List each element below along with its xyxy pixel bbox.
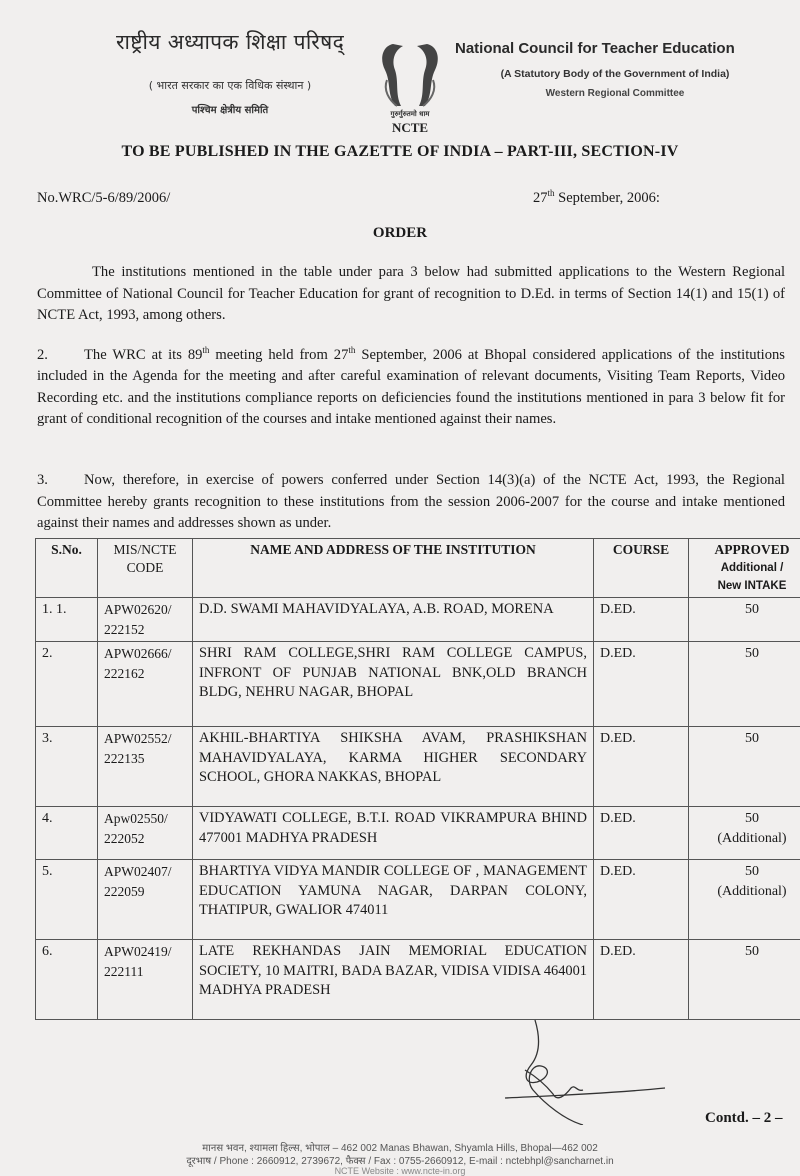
cell-institution: D.D. SWAMI MAHAVIDYALAYA, A.B. ROAD, MORENA (193, 598, 594, 642)
ordinal-suffix: th (202, 345, 209, 355)
code-ncte: 222059 (104, 882, 186, 902)
cell-intake (689, 642, 800, 727)
paragraph-1: The institutions mentioned in the table under para 3 below had submitted applications to the Western Regional Committee of National Council for Teacher Education for grant of recognition to D.Ed. in terms of Section 14(1) and 15(1) of NCTE Act, 1993, among others. (37, 262, 785, 327)
header-approved-label: APPROVED (695, 541, 800, 559)
intake-value: 50 (695, 862, 800, 882)
table-row (36, 598, 800, 642)
english-subtitle: (A Statutory Body of the Government of India) (455, 68, 775, 80)
paragraph-3 (37, 470, 785, 535)
cell-course: D.ED. (594, 642, 689, 727)
paragraph-text: meeting held from 27 (209, 347, 348, 363)
table-row (36, 642, 800, 727)
ordinal-suffix: th (348, 345, 355, 355)
cell-sno: 5. (36, 860, 98, 940)
order-date (533, 188, 660, 207)
date-day: 27 (533, 190, 548, 206)
cell-code (98, 727, 193, 807)
cell-intake (689, 807, 800, 860)
cell-intake (689, 598, 800, 642)
intake-value: 50 (695, 809, 800, 829)
cell-institution: AKHIL-BHARTIYA SHIKSHA AVAM, PRASHIKSHAN MAHAVIDYALAYA, KARMA HIGHER SECONDARY SCHOOL, GHORA NAKKAS, BHOPAL (193, 727, 594, 807)
cell-course: D.ED. (594, 860, 689, 940)
cell-course: D.ED. (594, 727, 689, 807)
intake-value: 50 (695, 644, 800, 664)
table-row (36, 727, 800, 807)
intake-value: 50 (695, 942, 800, 962)
cell-institution: SHRI RAM COLLEGE,SHRI RAM COLLEGE CAMPUS, INFRONT OF PUNJAB NATIONAL BNK,OLD BRANCH BLDG, NEHRU NAGAR, BHOPAL (193, 642, 594, 727)
code-mis: APW02666/ (104, 644, 186, 664)
paragraph-text: September, 2006 at Bhopal considered applications of the institutions included in the Agenda for the meeting and after careful examination of relevant documents, Visiting Team Reports, Video Recording etc. and the institutions compliance reports on deficiencies found the institutions mentioned in para 3 below fit for grant of conditional recognition of the courses and intake mentioned against their names. (37, 347, 785, 428)
date-rest: September, 2006: (555, 190, 660, 206)
cell-intake (689, 727, 800, 807)
cell-intake (689, 940, 800, 1020)
code-ncte: 222162 (104, 664, 186, 684)
intake-note: (Additional) (695, 829, 800, 849)
header-course: COURSE (594, 539, 689, 598)
hindi-subtitle: ( भारत सरकार का एक विधिक संस्थान ) (80, 78, 380, 93)
paragraph-number: 3. (37, 470, 84, 492)
code-ncte: 222135 (104, 749, 186, 769)
code-ncte: 222052 (104, 829, 186, 849)
hindi-committee-name: पश्चिम क्षेत्रीय समिति (80, 102, 380, 116)
header-approved (689, 539, 800, 598)
cell-institution: LATE REKHANDAS JAIN MEMORIAL EDUCATION SOCIETY, 10 MAITRI, BADA BAZAR, VIDISA VIDISA 464001 MADHYA PRADESH (193, 940, 594, 1020)
footer-contact: दूरभाष / Phone : 2660912, 2739672, फैक्स / Fax : 0755-2660912, E-mail : nctebhpl@sancharnet.in (0, 1153, 800, 1167)
code-mis: APW02620/ (104, 600, 186, 620)
paragraph-2 (37, 340, 785, 431)
cell-code (98, 642, 193, 727)
hindi-council-name: राष्ट्रीय अध्यापक शिक्षा परिषद् (80, 28, 380, 56)
cell-code (98, 807, 193, 860)
paragraph-number: 2. (37, 345, 84, 367)
english-committee-name: Western Regional Committee (455, 88, 775, 99)
cell-sno: 4. (36, 807, 98, 860)
ncte-logo (365, 40, 455, 135)
logo-motto: गुरुर्गुरुतमो धाम (365, 110, 455, 119)
cell-intake (689, 860, 800, 940)
cell-sno: 3. (36, 727, 98, 807)
paragraph-text: The WRC at its 89 (84, 347, 202, 363)
code-mis: APW02419/ (104, 942, 186, 962)
hands-emblem-icon (365, 40, 455, 110)
code-ncte: 222152 (104, 620, 186, 640)
code-mis: Apw02550/ (104, 809, 186, 829)
header-name: NAME AND ADDRESS OF THE INSTITUTION (193, 539, 594, 598)
table-row (36, 807, 800, 860)
header-approved-sub2: New INTAKE (695, 577, 800, 595)
reference-number: No.WRC/5-6/89/2006/ (37, 190, 170, 207)
gazette-heading: TO BE PUBLISHED IN THE GAZETTE OF INDIA – PART-III, SECTION-IV (0, 143, 800, 161)
intake-value: 50 (695, 600, 800, 620)
table-row (36, 860, 800, 940)
cell-course: D.ED. (594, 598, 689, 642)
logo-text: NCTE (365, 120, 455, 136)
intake-note: (Additional) (695, 882, 800, 902)
header-sno: S.No. (36, 539, 98, 598)
cell-code (98, 940, 193, 1020)
order-title: ORDER (0, 225, 800, 242)
intake-value: 50 (695, 729, 800, 749)
institutions-table (35, 538, 800, 1020)
cell-code (98, 598, 193, 642)
code-mis: APW02407/ (104, 862, 186, 882)
footer-website: NCTE Website : www.ncte-in.org (0, 1166, 800, 1176)
footer-address: मानस भवन, श्यामला हिल्स, भोपाल – 462 002 Manas Bhawan, Shyamla Hills, Bhopal—462 002 (0, 1140, 800, 1154)
code-ncte: 222111 (104, 962, 186, 982)
cell-course: D.ED. (594, 807, 689, 860)
date-suffix: th (548, 188, 555, 198)
cell-sno: 2. (36, 642, 98, 727)
paragraph-text: Now, therefore, in exercise of powers conferred under Section 14(3)(a) of the NCTE Act, 1993, the Regional Committee hereby grants recognition to these institutions from the session 2006-2007 for the course and intake mentioned against their names and addresses shown as under. (37, 472, 785, 531)
signature-icon (495, 1010, 675, 1125)
cell-sno: 1. 1. (36, 598, 98, 642)
code-mis: APW02552/ (104, 729, 186, 749)
header-approved-sub1: Additional / (695, 559, 800, 577)
cell-course: D.ED. (594, 940, 689, 1020)
cell-sno: 6. (36, 940, 98, 1020)
cell-institution: VIDYAWATI COLLEGE, B.T.I. ROAD VIKRAMPURA BHIND 477001 MADHYA PRADESH (193, 807, 594, 860)
cell-code (98, 860, 193, 940)
english-council-name: National Council for Teacher Education (455, 40, 775, 57)
table-row (36, 940, 800, 1020)
cell-institution: BHARTIYA VIDYA MANDIR COLLEGE OF , MANAGEMENT EDUCATION YAMUNA NAGAR, DARPAN COLONY, THATIPUR, GWALIOR 474011 (193, 860, 594, 940)
header-code: MIS/NCTE CODE (98, 539, 193, 598)
table-header-row (36, 539, 800, 598)
continued-marker: Contd. – 2 – (705, 1110, 783, 1127)
